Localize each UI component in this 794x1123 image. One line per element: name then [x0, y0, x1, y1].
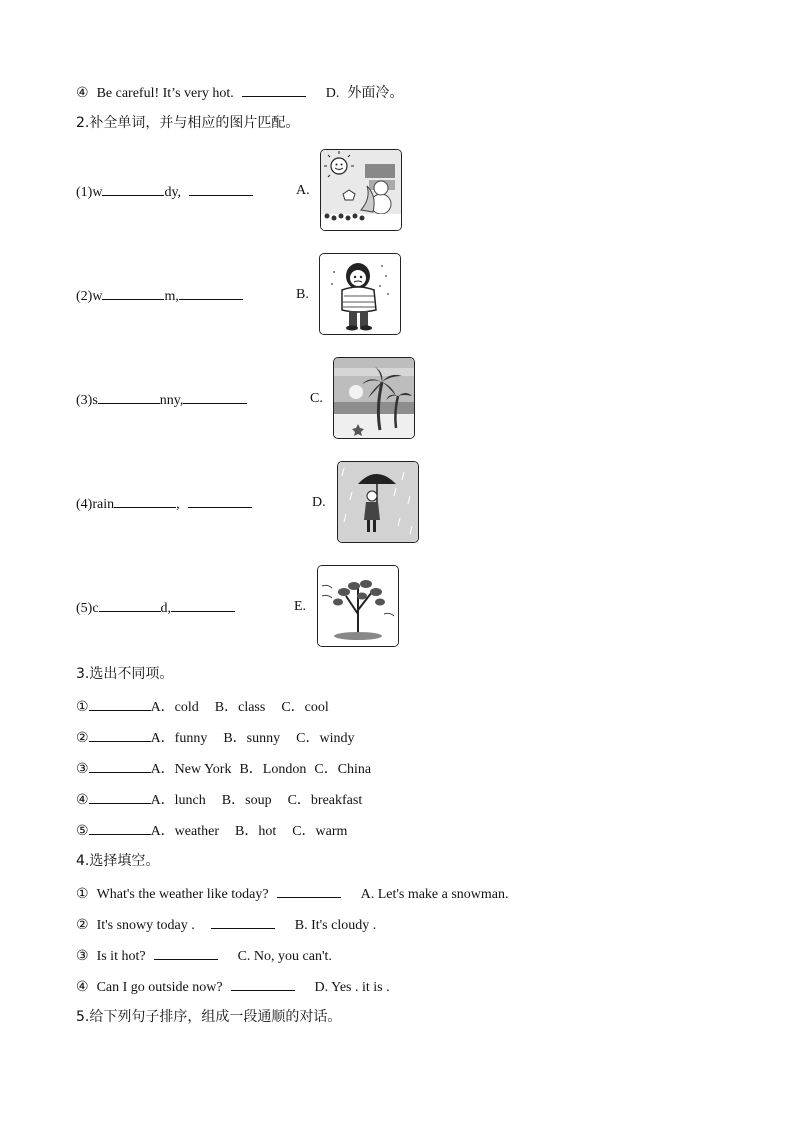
option-b: B．soup: [221, 793, 272, 808]
word-prefix: (3)s: [76, 393, 98, 408]
word-prefix: (2)w: [76, 289, 103, 304]
option-c: C．warm: [292, 824, 348, 839]
item-marker: ③: [76, 762, 89, 777]
letter-blank[interactable]: [99, 598, 161, 612]
cold-person-picture: [319, 253, 401, 335]
word-prefix: (4)rain: [76, 497, 115, 512]
word-item-4: [76, 494, 252, 514]
match-blank[interactable]: [171, 598, 235, 612]
item-marker: ②: [76, 731, 89, 746]
item-marker: ②: [76, 918, 89, 933]
word-middle: nny,: [159, 393, 184, 408]
odd-one-out-item: [76, 821, 347, 841]
answer-blank[interactable]: [89, 821, 151, 835]
word-prefix: (1)w: [76, 185, 103, 200]
question-text: Is it hot?: [96, 949, 146, 964]
picture-letter-d: D.: [312, 495, 326, 510]
picture-letter-a: A.: [296, 183, 310, 198]
answer-option: B. It's cloudy .: [294, 918, 377, 933]
odd-one-out-item: [76, 728, 354, 748]
item-marker: ⑤: [76, 824, 89, 839]
question-text: It's snowy today .: [96, 918, 195, 933]
choice-item: [76, 977, 390, 997]
option-c: C．breakfast: [287, 793, 363, 808]
item-marker: ④: [76, 793, 89, 808]
choice-item: [76, 946, 332, 966]
letter-blank[interactable]: [114, 494, 176, 508]
answer-blank[interactable]: [231, 977, 295, 991]
option-a: A．weather: [150, 824, 219, 839]
item-sentence: Be careful! It’s very hot.: [96, 86, 234, 101]
word-item-2: [76, 286, 243, 306]
picture-letter-c: C.: [310, 391, 323, 406]
item-marker: ③: [76, 949, 89, 964]
section-3-title: 3.选出不同项。: [76, 666, 174, 682]
item-marker: ④: [76, 980, 89, 995]
question-text: What's the weather like today?: [96, 887, 269, 902]
choice-item: [76, 884, 509, 904]
windy-tree-picture: [317, 565, 399, 647]
option-b: B．class: [214, 700, 266, 715]
option-a: A．New York: [150, 762, 232, 777]
palm-beach-picture: [333, 357, 415, 439]
choice-item: [76, 915, 376, 935]
item-marker: ④: [76, 86, 89, 101]
option-a: A．lunch: [150, 793, 206, 808]
option-c: C．China: [314, 762, 372, 777]
letter-blank[interactable]: [98, 390, 160, 404]
word-middle: dy,: [164, 185, 182, 200]
picture-letter-b: B.: [296, 287, 309, 302]
answer-option: C. No, you can't.: [237, 949, 332, 964]
section-5-title: 5.给下列句子排序，组成一段通顺的对话。: [76, 1009, 342, 1025]
item-marker: ①: [76, 700, 89, 715]
section-2-title: 2.补全单词，并与相应的图片匹配。: [76, 115, 300, 131]
odd-one-out-item: [76, 759, 371, 779]
sun-snowman-picture: [320, 149, 402, 231]
item-marker: ①: [76, 887, 89, 902]
answer-blank[interactable]: [154, 946, 218, 960]
question-text: Can I go outside now?: [96, 980, 223, 995]
option-letter: D.: [325, 86, 340, 101]
word-middle: d,: [160, 601, 172, 616]
answer-blank[interactable]: [277, 884, 341, 898]
word-middle: ,: [176, 497, 180, 512]
letter-blank[interactable]: [102, 182, 164, 196]
picture-letter-e: E.: [294, 599, 307, 614]
odd-one-out-item: [76, 697, 329, 717]
word-item-3: [76, 390, 247, 410]
answer-option: A. Let's make a snowman.: [360, 887, 509, 902]
answer-blank[interactable]: [211, 915, 275, 929]
answer-blank[interactable]: [242, 83, 306, 97]
q1-item-4: [76, 83, 403, 103]
option-a: A．cold: [150, 700, 199, 715]
odd-one-out-item: [76, 790, 362, 810]
answer-option: D. Yes . it is .: [314, 980, 390, 995]
match-blank[interactable]: [189, 182, 253, 196]
word-middle: m,: [164, 289, 179, 304]
option-c: C．cool: [281, 700, 329, 715]
option-text: 外面冷。: [347, 85, 404, 101]
match-blank[interactable]: [179, 286, 243, 300]
word-item-1: [76, 182, 253, 202]
match-blank[interactable]: [183, 390, 247, 404]
answer-blank[interactable]: [89, 759, 151, 773]
option-a: A．funny: [150, 731, 208, 746]
answer-blank[interactable]: [89, 697, 151, 711]
section-4-title: 4.选择填空。: [76, 853, 160, 869]
answer-blank[interactable]: [89, 728, 151, 742]
word-item-5: [76, 598, 235, 618]
answer-blank[interactable]: [89, 790, 151, 804]
option-c: C．windy: [296, 731, 355, 746]
option-b: B．hot: [234, 824, 277, 839]
word-prefix: (5)c: [76, 601, 99, 616]
rain-umbrella-picture: [337, 461, 419, 543]
option-b: B．sunny: [223, 731, 281, 746]
match-blank[interactable]: [188, 494, 252, 508]
option-b: B．London: [239, 762, 307, 777]
letter-blank[interactable]: [102, 286, 164, 300]
